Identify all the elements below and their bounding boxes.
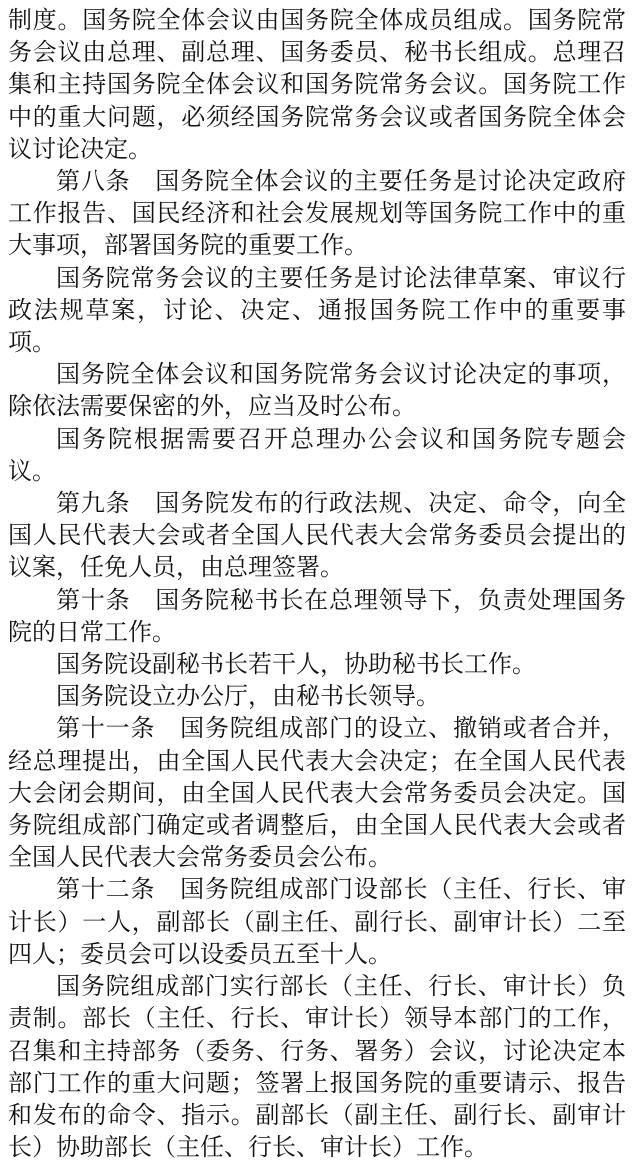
paragraph-general-office: 国务院设立办公厅，由秘书长领导。: [56, 682, 440, 711]
paragraph-article-12: 第十二条 国务院组成部门设部长（主任、行长、审计长）一人，副部长（副主任、副行长、副审计长）二至四人；委员会可以设委员五至十人。: [8, 875, 626, 968]
paragraph-article-8: 第八条 国务院全体会议的主要任务是讨论决定政府工作报告、国民经济和社会发展规划等国务院工作中的重大事项，部署国务院的重要工作。: [8, 167, 626, 260]
paragraph-continuation: 制度。国务院全体会议由国务院全体成员组成。国务院常务会议由总理、副总理、国务委员、秘书长组成。总理召集和主持国务院全体会议和国务院常务会议。国务院工作中的重大问题，必须经国务院常务会议或者国务院全体会议讨论决定。: [8, 6, 626, 163]
paragraph-article-11: 第十一条 国务院组成部门的设立、撤销或者合并，经总理提出，由全国人民代表大会决定；在全国人民代表大会闭会期间，由全国人民代表大会常务委员会决定。国务院组成部门确定或者调整后，由全国人民代表大会或者全国人民代表大会常务委员会公布。: [8, 714, 626, 872]
paragraph-minister-responsibility: 国务院组成部门实行部长（主任、行长、审计长）负责制。部长（主任、行长、审计长）领导本部门的工作，召集和主持部务（委务、行务、署务）会议，讨论决定本部门工作的重大问题；签署上报国务院的重要请示、报告和发布的命令、指示。副部长（副主任、副行长、副审计长）协助部长（主任、行长、审计长）工作。: [8, 972, 626, 1162]
paragraph-article-9: 第九条 国务院发布的行政法规、决定、命令，向全国人民代表大会或者全国人民代表大会常务委员会提出的议案，任免人员，由总理签署。: [8, 489, 626, 582]
paragraph-publication: 国务院全体会议和国务院常务会议讨论决定的事项，除依法需要保密的外，应当及时公布。: [8, 360, 626, 421]
paragraph-deputy-secretaries: 国务院设副秘书长若干人，协助秘书长工作。: [56, 650, 536, 679]
paragraph-special-meetings: 国务院根据需要召开总理办公会议和国务院专题会议。: [8, 424, 626, 485]
paragraph-standing-meeting: 国务院常务会议的主要任务是讨论法律草案、审议行政法规草案，讨论、决定、通报国务院工作中的重要事项。: [8, 263, 626, 357]
paragraph-article-10: 第十条 国务院秘书长在总理领导下，负责处理国务院的日常工作。: [8, 585, 626, 646]
